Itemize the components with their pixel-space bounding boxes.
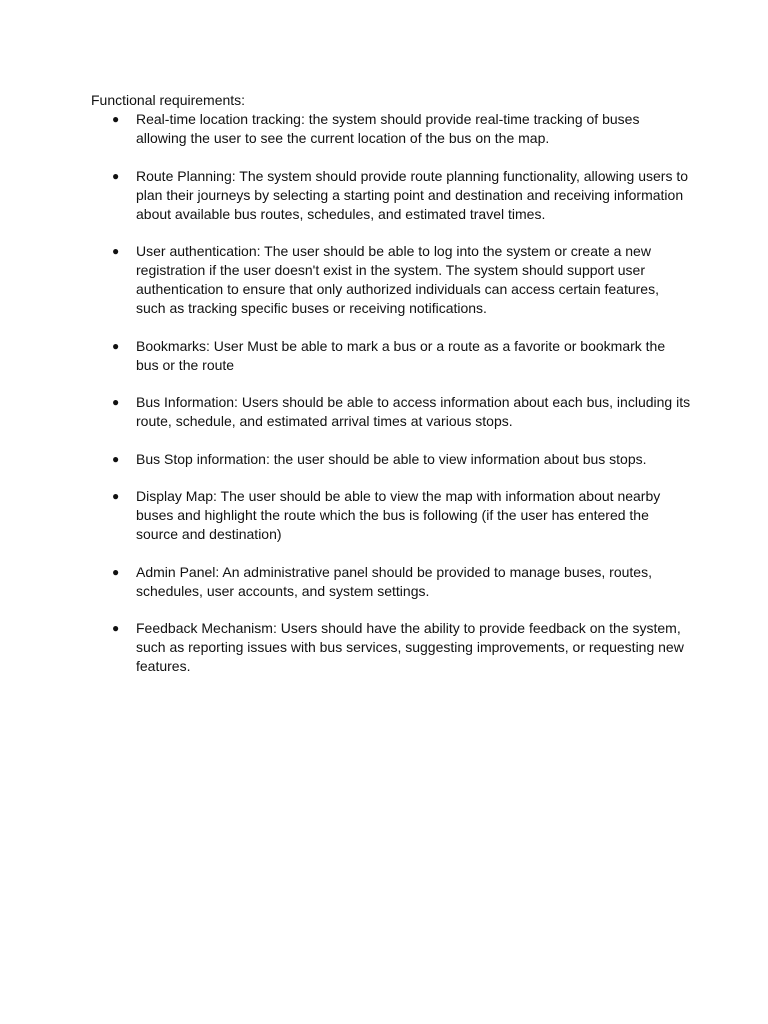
- list-item: [91, 242, 691, 318]
- list-item-text: Bus Stop information: the user should be able to view information about bus stops.: [136, 450, 647, 467]
- bullet-icon: ●: [112, 395, 120, 409]
- list-item-text: Bus Information: Users should be able to access information about each bus, including its route, schedule, and estimated arrival times at various stops.: [136, 394, 691, 429]
- list-item-text: Display Map: The user should be able to view the map with information about nearby buses and highlight the route which the bus is following (if the user has entered the source and destination): [136, 488, 661, 542]
- bullet-icon: ●: [112, 112, 120, 126]
- list-item-text: Real-time location tracking: the system should provide real-time tracking of buses allowing the user to see the current location of the bus on the map.: [136, 111, 640, 146]
- bullet-icon: ●: [112, 621, 120, 635]
- bullet-icon: ●: [112, 338, 120, 353]
- list-item: [91, 167, 691, 224]
- list-item: [91, 487, 691, 544]
- document-content: [91, 91, 691, 676]
- bullet-icon: ●: [112, 489, 120, 503]
- list-item: [91, 450, 691, 469]
- list-item: [91, 337, 691, 375]
- list-item: [91, 393, 691, 431]
- bullet-icon: ●: [112, 244, 120, 258]
- list-item-text: Bookmarks: User Must be able to mark a bus or a route as a favorite or bookmark the bus or the route: [136, 337, 666, 373]
- bullet-icon: ●: [112, 564, 120, 579]
- requirements-list: [91, 110, 691, 676]
- list-item-text: Admin Panel: An administrative panel should be provided to manage buses, routes, schedules, user accounts, and system settings.: [136, 563, 652, 599]
- list-item: [91, 563, 691, 601]
- bullet-icon: ●: [112, 451, 120, 466]
- bullet-icon: ●: [112, 168, 120, 183]
- list-item: [91, 619, 691, 676]
- list-item: [91, 110, 691, 148]
- list-item-text: Feedback Mechanism: Users should have the ability to provide feedback on the system, such as reporting issues with bus services, suggesting improvements, or requesting new features.: [136, 620, 684, 674]
- list-item-text: Route Planning: The system should provide route planning functionality, allowing users to plan their journeys by selecting a starting point and destination and receiving information about available bus routes, schedules, and estimated travel times.: [136, 167, 689, 222]
- list-item-text: User authentication: The user should be able to log into the system or create a new registration if the user doesn't exist in the system. The system should support user authentication to ensure that only authorized individuals can access certain features, such as tracking specific buses or receiving notifications.: [136, 243, 659, 316]
- section-heading: Functional requirements:: [91, 92, 246, 108]
